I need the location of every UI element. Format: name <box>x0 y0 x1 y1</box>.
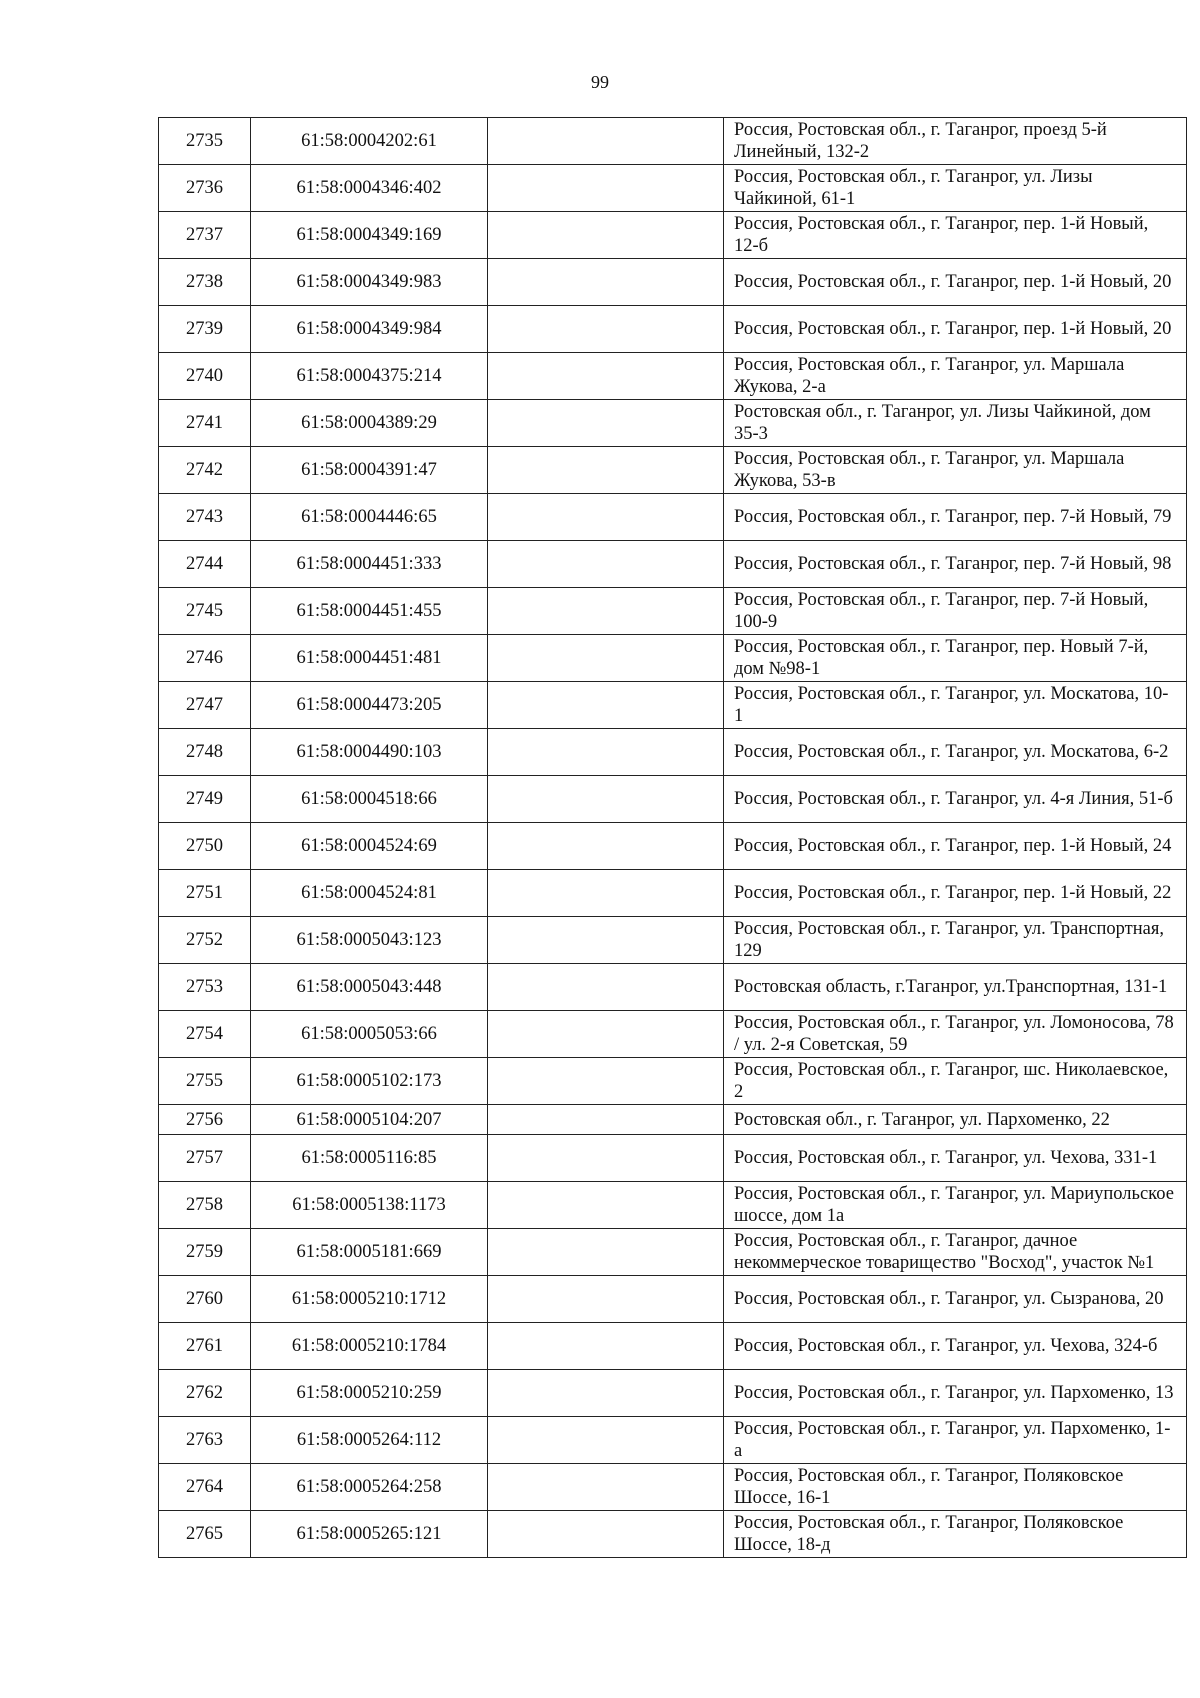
table-row <box>159 917 1187 964</box>
empty-cell <box>488 588 724 635</box>
row-number-cell: 2738 <box>159 259 251 306</box>
row-number-cell: 2760 <box>159 1276 251 1323</box>
table-row <box>159 306 1187 353</box>
table-row <box>159 1135 1187 1182</box>
cadastral-number-cell: 61:58:0004490:103 <box>251 729 488 776</box>
table-row <box>159 1464 1187 1511</box>
empty-cell <box>488 541 724 588</box>
cadastral-number-cell: 61:58:0005181:669 <box>251 1229 488 1276</box>
cadastral-number-cell: 61:58:0005053:66 <box>251 1011 488 1058</box>
row-number-cell: 2765 <box>159 1511 251 1558</box>
table-row <box>159 1058 1187 1105</box>
row-number-cell: 2758 <box>159 1182 251 1229</box>
address-cell: Россия, Ростовская обл., г. Таганрог, Поляковское Шоссе, 16-1 <box>724 1464 1187 1511</box>
cadastral-number-cell: 61:58:0004202:61 <box>251 118 488 165</box>
table-row <box>159 1011 1187 1058</box>
empty-cell <box>488 212 724 259</box>
empty-cell <box>488 1011 724 1058</box>
table-row <box>159 870 1187 917</box>
cadastral-number-cell: 61:58:0004524:69 <box>251 823 488 870</box>
address-cell: Россия, Ростовская обл., г. Таганрог, ул. Сызранова, 20 <box>724 1276 1187 1323</box>
table-row <box>159 729 1187 776</box>
row-number-cell: 2748 <box>159 729 251 776</box>
empty-cell <box>488 353 724 400</box>
address-cell: Ростовская область, г.Таганрог, ул.Транспортная, 131-1 <box>724 964 1187 1011</box>
address-cell: Ростовская обл., г. Таганрог, ул. Лизы Чайкиной, дом 35-3 <box>724 400 1187 447</box>
row-number-cell: 2756 <box>159 1105 251 1135</box>
table-row <box>159 823 1187 870</box>
table-row <box>159 776 1187 823</box>
address-cell: Россия, Ростовская обл., г. Таганрог, ул. Чехова, 324-б <box>724 1323 1187 1370</box>
empty-cell <box>488 118 724 165</box>
row-number-cell: 2739 <box>159 306 251 353</box>
cadastral-number-cell: 61:58:0004451:455 <box>251 588 488 635</box>
cadastral-number-cell: 61:58:0005210:1784 <box>251 1323 488 1370</box>
row-number-cell: 2744 <box>159 541 251 588</box>
cadastral-registry-table <box>158 117 1187 1558</box>
empty-cell <box>488 823 724 870</box>
row-number-cell: 2752 <box>159 917 251 964</box>
row-number-cell: 2759 <box>159 1229 251 1276</box>
empty-cell <box>488 400 724 447</box>
address-cell: Россия, Ростовская обл., г. Таганрог, ул. 4-я Линия, 51-б <box>724 776 1187 823</box>
address-cell: Россия, Ростовская обл., г. Таганрог, пер. 7-й Новый, 79 <box>724 494 1187 541</box>
empty-cell <box>488 1135 724 1182</box>
address-cell: Россия, Ростовская обл., г. Таганрог, дачное некоммерческое товарищество "Восход", участок №1 <box>724 1229 1187 1276</box>
row-number-cell: 2740 <box>159 353 251 400</box>
cadastral-number-cell: 61:58:0005210:259 <box>251 1370 488 1417</box>
empty-cell <box>488 1417 724 1464</box>
table-row <box>159 541 1187 588</box>
address-cell: Россия, Ростовская обл., г. Таганрог, ул. Ломоносова, 78 / ул. 2-я Советская, 59 <box>724 1011 1187 1058</box>
table-row <box>159 1105 1187 1135</box>
row-number-cell: 2746 <box>159 635 251 682</box>
table-row <box>159 1370 1187 1417</box>
table-row <box>159 165 1187 212</box>
cadastral-number-cell: 61:58:0005043:448 <box>251 964 488 1011</box>
empty-cell <box>488 1182 724 1229</box>
cadastral-number-cell: 61:58:0005138:1173 <box>251 1182 488 1229</box>
cadastral-number-cell: 61:58:0005264:112 <box>251 1417 488 1464</box>
empty-cell <box>488 1370 724 1417</box>
address-cell: Россия, Ростовская обл., г. Таганрог, пер. 1-й Новый, 20 <box>724 259 1187 306</box>
table-row <box>159 400 1187 447</box>
empty-cell <box>488 776 724 823</box>
address-cell: Россия, Ростовская обл., г. Таганрог, ул. Маршала Жукова, 53-в <box>724 447 1187 494</box>
cadastral-number-cell: 61:58:0004524:81 <box>251 870 488 917</box>
cadastral-number-cell: 61:58:0005043:123 <box>251 917 488 964</box>
address-cell: Россия, Ростовская обл., г. Таганрог, ул. Транспортная, 129 <box>724 917 1187 964</box>
table-row <box>159 1229 1187 1276</box>
cadastral-number-cell: 61:58:0005104:207 <box>251 1105 488 1135</box>
cadastral-number-cell: 61:58:0004391:47 <box>251 447 488 494</box>
row-number-cell: 2747 <box>159 682 251 729</box>
address-cell: Россия, Ростовская обл., г. Таганрог, ул. Пархоменко, 13 <box>724 1370 1187 1417</box>
address-cell: Россия, Ростовская обл., г. Таганрог, ул. Лизы Чайкиной, 61-1 <box>724 165 1187 212</box>
empty-cell <box>488 1276 724 1323</box>
empty-cell <box>488 1511 724 1558</box>
empty-cell <box>488 447 724 494</box>
empty-cell <box>488 306 724 353</box>
cadastral-number-cell: 61:58:0004451:481 <box>251 635 488 682</box>
row-number-cell: 2743 <box>159 494 251 541</box>
table-row <box>159 1417 1187 1464</box>
address-cell: Россия, Ростовская обл., г. Таганрог, ул. Москатова, 10-1 <box>724 682 1187 729</box>
row-number-cell: 2761 <box>159 1323 251 1370</box>
empty-cell <box>488 964 724 1011</box>
address-cell: Россия, Ростовская обл., г. Таганрог, Поляковское Шоссе, 18-д <box>724 1511 1187 1558</box>
cadastral-number-cell: 61:58:0004518:66 <box>251 776 488 823</box>
empty-cell <box>488 1105 724 1135</box>
empty-cell <box>488 1464 724 1511</box>
row-number-cell: 2764 <box>159 1464 251 1511</box>
table-row <box>159 212 1187 259</box>
cadastral-number-cell: 61:58:0005264:258 <box>251 1464 488 1511</box>
row-number-cell: 2757 <box>159 1135 251 1182</box>
table-row <box>159 635 1187 682</box>
table-row <box>159 118 1187 165</box>
cadastral-number-cell: 61:58:0004349:983 <box>251 259 488 306</box>
cadastral-number-cell: 61:58:0005265:121 <box>251 1511 488 1558</box>
empty-cell <box>488 165 724 212</box>
empty-cell <box>488 494 724 541</box>
address-cell: Россия, Ростовская обл., г. Таганрог, ул. Маршала Жукова, 2-а <box>724 353 1187 400</box>
empty-cell <box>488 1058 724 1105</box>
table-row <box>159 1323 1187 1370</box>
row-number-cell: 2763 <box>159 1417 251 1464</box>
table-row <box>159 964 1187 1011</box>
row-number-cell: 2755 <box>159 1058 251 1105</box>
address-cell: Россия, Ростовская обл., г. Таганрог, пер. 1-й Новый, 20 <box>724 306 1187 353</box>
row-number-cell: 2736 <box>159 165 251 212</box>
address-cell: Россия, Ростовская обл., г. Таганрог, ул. Пархоменко, 1-а <box>724 1417 1187 1464</box>
cadastral-number-cell: 61:58:0005102:173 <box>251 1058 488 1105</box>
table-row <box>159 1276 1187 1323</box>
cadastral-number-cell: 61:58:0004389:29 <box>251 400 488 447</box>
row-number-cell: 2741 <box>159 400 251 447</box>
row-number-cell: 2749 <box>159 776 251 823</box>
address-cell: Россия, Ростовская обл., г. Таганрог, пер. 7-й Новый, 100-9 <box>724 588 1187 635</box>
row-number-cell: 2737 <box>159 212 251 259</box>
empty-cell <box>488 729 724 776</box>
cadastral-number-cell: 61:58:0004473:205 <box>251 682 488 729</box>
row-number-cell: 2735 <box>159 118 251 165</box>
cadastral-number-cell: 61:58:0004346:402 <box>251 165 488 212</box>
address-cell: Россия, Ростовская обл., г. Таганрог, шс. Николаевское, 2 <box>724 1058 1187 1105</box>
cadastral-number-cell: 61:58:0004375:214 <box>251 353 488 400</box>
table-row <box>159 494 1187 541</box>
cadastral-number-cell: 61:58:0004349:984 <box>251 306 488 353</box>
table-row <box>159 1511 1187 1558</box>
address-cell: Россия, Ростовская обл., г. Таганрог, проезд 5-й Линейный, 132-2 <box>724 118 1187 165</box>
empty-cell <box>488 259 724 306</box>
cadastral-number-cell: 61:58:0004446:65 <box>251 494 488 541</box>
address-cell: Россия, Ростовская обл., г. Таганрог, пер. 1-й Новый, 22 <box>724 870 1187 917</box>
row-number-cell: 2762 <box>159 1370 251 1417</box>
table-row <box>159 1182 1187 1229</box>
empty-cell <box>488 1323 724 1370</box>
row-number-cell: 2745 <box>159 588 251 635</box>
empty-cell <box>488 635 724 682</box>
table-row <box>159 682 1187 729</box>
address-cell: Россия, Ростовская обл., г. Таганрог, ул. Мариупольское шоссе, дом 1а <box>724 1182 1187 1229</box>
table-row <box>159 447 1187 494</box>
page-number: 99 <box>591 72 609 92</box>
table-row <box>159 353 1187 400</box>
address-cell: Россия, Ростовская обл., г. Таганрог, пер. 1-й Новый, 24 <box>724 823 1187 870</box>
row-number-cell: 2742 <box>159 447 251 494</box>
table-row <box>159 588 1187 635</box>
cadastral-number-cell: 61:58:0004451:333 <box>251 541 488 588</box>
row-number-cell: 2750 <box>159 823 251 870</box>
address-cell: Россия, Ростовская обл., г. Таганрог, пер. 7-й Новый, 98 <box>724 541 1187 588</box>
address-cell: Россия, Ростовская обл., г. Таганрог, ул. Москатова, 6-2 <box>724 729 1187 776</box>
address-cell: Ростовская обл., г. Таганрог, ул. Пархоменко, 22 <box>724 1105 1187 1135</box>
empty-cell <box>488 1229 724 1276</box>
empty-cell <box>488 917 724 964</box>
cadastral-number-cell: 61:58:0005116:85 <box>251 1135 488 1182</box>
address-cell: Россия, Ростовская обл., г. Таганрог, пер. 1-й Новый, 12-б <box>724 212 1187 259</box>
row-number-cell: 2751 <box>159 870 251 917</box>
cadastral-number-cell: 61:58:0005210:1712 <box>251 1276 488 1323</box>
row-number-cell: 2753 <box>159 964 251 1011</box>
empty-cell <box>488 682 724 729</box>
address-cell: Россия, Ростовская обл., г. Таганрог, пер. Новый 7-й, дом №98-1 <box>724 635 1187 682</box>
row-number-cell: 2754 <box>159 1011 251 1058</box>
registry-table-body <box>159 118 1187 1558</box>
table-row <box>159 259 1187 306</box>
address-cell: Россия, Ростовская обл., г. Таганрог, ул. Чехова, 331-1 <box>724 1135 1187 1182</box>
cadastral-number-cell: 61:58:0004349:169 <box>251 212 488 259</box>
empty-cell <box>488 870 724 917</box>
